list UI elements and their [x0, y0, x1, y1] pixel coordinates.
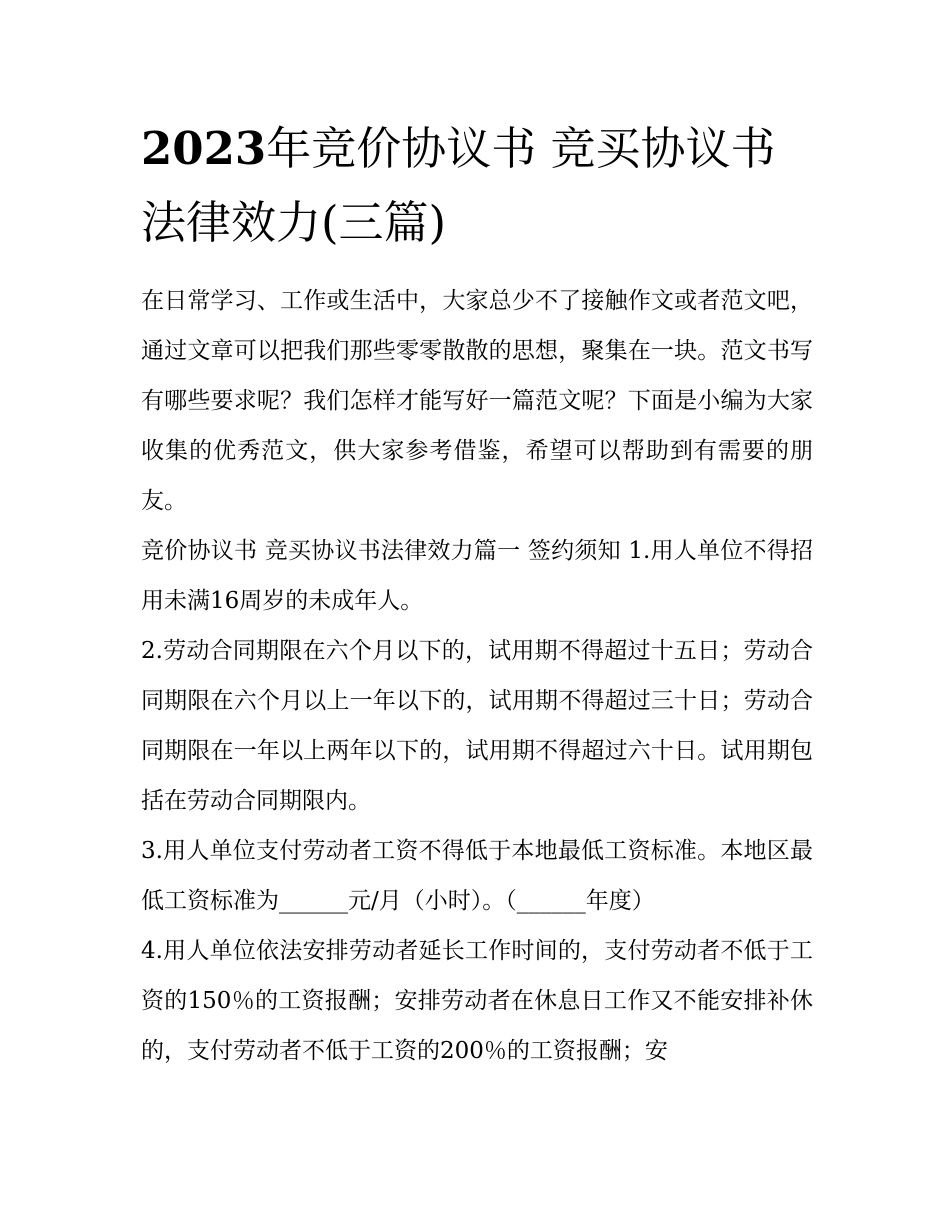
title-year: 2023 [141, 122, 267, 175]
document-title [141, 112, 813, 260]
title-text: 年竞价协议书 竞买协议书法律效力(三篇) [141, 122, 776, 249]
paragraph-2: 2.劳动合同期限在六个月以下的，试用期不得超过十五日；劳动合同期限在六个月以上一年以下的，试用期不得超过三十日；劳动合同期限在一年以上两年以下的，试用期不得超过六十日。试用期包括在劳动合同期限内。 [141, 638, 813, 814]
paragraph-1: 竞价协议书 竞买协议书法律效力篇一 签约须知 1.用人单位不得招用未满16周岁的未成年人。 [141, 538, 813, 614]
paragraph-4: 4.用人单位依法安排劳动者延长工作时间的，支付劳动者不低于工资的150％的工资报酬；安排劳动者在休息日工作又不能安排补休的，支付劳动者不低于工资的200％的工资报酬；安 [141, 938, 813, 1064]
paragraph-intro: 在日常学习、工作或生活中，大家总少不了接触作文或者范文吧，通过文章可以把我们那些零零散散的思想，聚集在一块。范文书写有哪些要求呢？我们怎样才能写好一篇范文呢？下面是小编为大家收集的优秀范文，供大家参考借鉴，希望可以帮助到有需要的朋友。 [141, 288, 813, 514]
document-body [141, 112, 813, 1076]
paragraph-3: 3.用人单位支付劳动者工资不得低于本地最低工资标准。本地区最低工资标准为______元/月（小时）。（______年度） [141, 838, 813, 914]
